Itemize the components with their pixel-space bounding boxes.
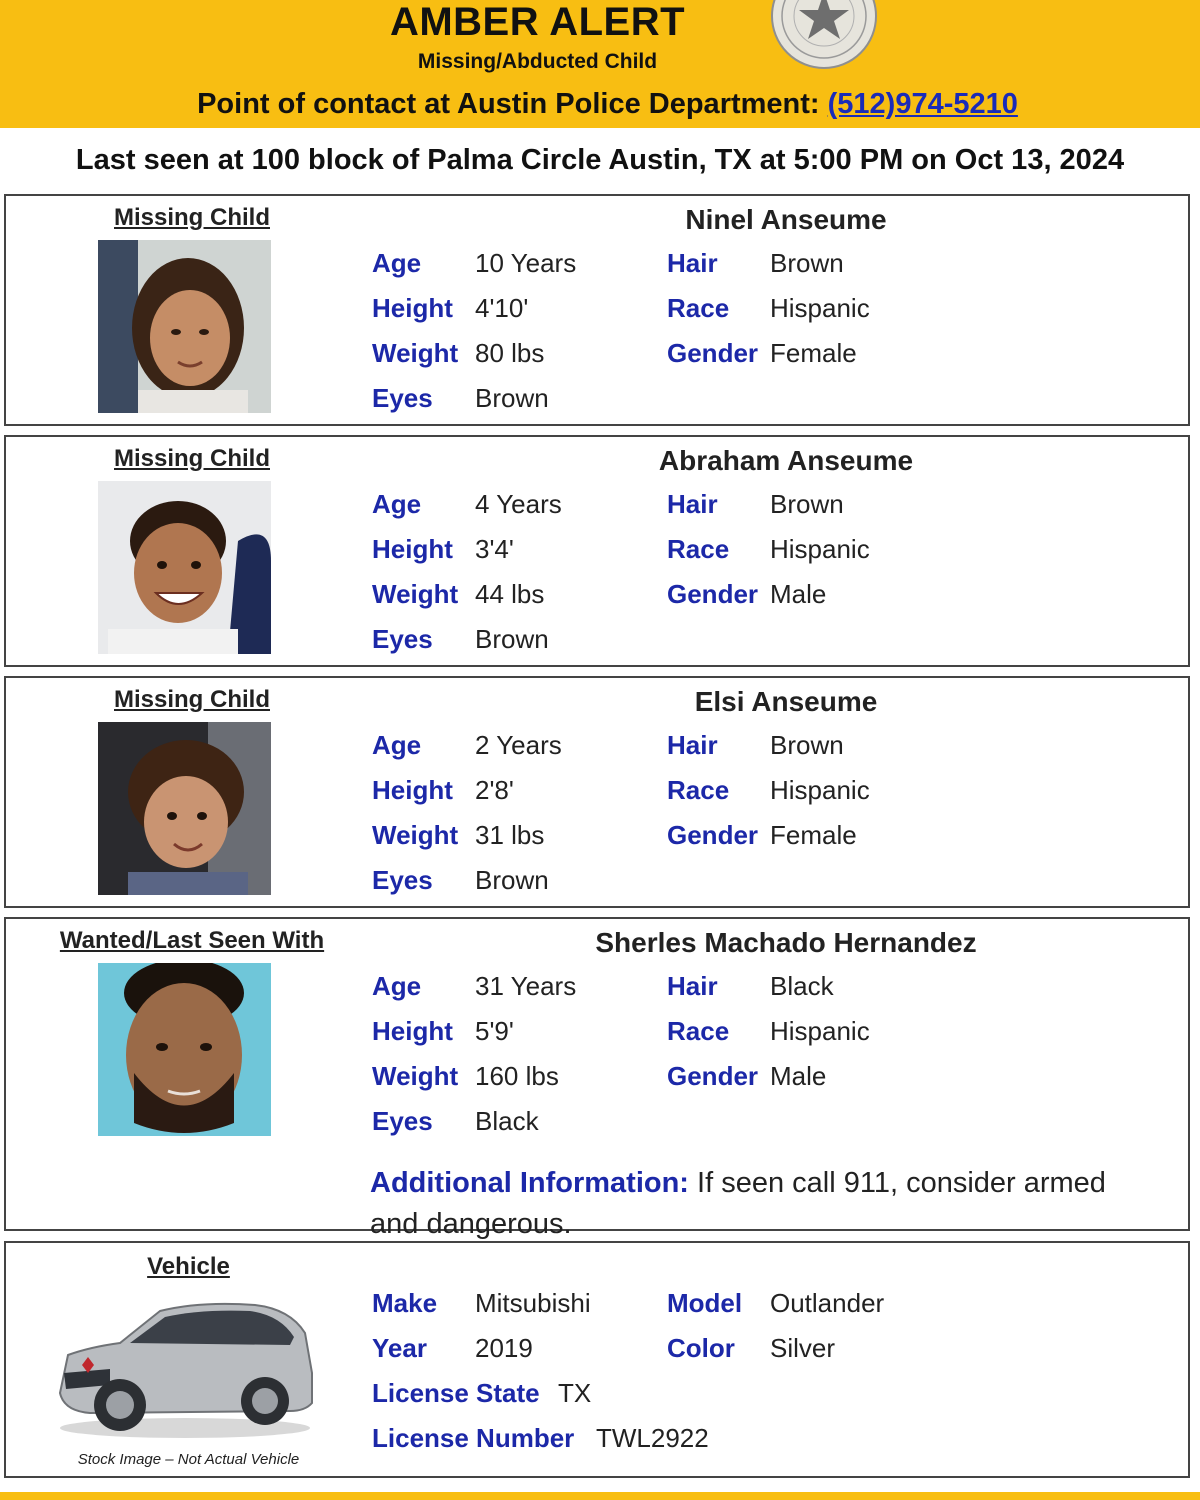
eyes-label: Eyes — [372, 865, 433, 895]
vehicle-stock-image — [50, 1293, 320, 1443]
role-label: Wanted/Last Seen With — [59, 927, 325, 954]
hair-value: Brown — [770, 489, 844, 519]
age-value: 2 Years — [475, 730, 562, 760]
license-state-value: TX — [558, 1378, 592, 1408]
race-label: Race — [667, 293, 730, 323]
age-value: 10 Years — [475, 248, 577, 278]
gender-label: Gender — [667, 1061, 759, 1091]
child-photo — [98, 722, 271, 895]
year-value: 2019 — [475, 1333, 533, 1363]
license-number-value: TWL2922 — [596, 1423, 709, 1453]
hair-label: Hair — [667, 248, 718, 278]
model-value: Outlander — [770, 1288, 885, 1318]
eyes-label: Eyes — [372, 624, 433, 654]
person-name: Abraham Anseume — [658, 445, 914, 476]
gender-label: Gender — [667, 338, 759, 368]
age-label: Age — [372, 489, 422, 519]
role-label: Missing Child — [114, 445, 270, 472]
child-photo — [98, 481, 271, 654]
age-label: Age — [372, 730, 422, 760]
race-label: Race — [667, 1016, 730, 1046]
make-label: Make — [372, 1288, 438, 1318]
weight-value: 44 lbs — [475, 579, 545, 609]
height-value: 3'4' — [475, 534, 514, 564]
person-name: Sherles Machado Hernandez — [595, 927, 977, 958]
alert-title: AMBER ALERT — [389, 0, 686, 44]
vehicle-card — [4, 1241, 1190, 1478]
footer-bar — [0, 1492, 1200, 1500]
color-label: Color — [667, 1333, 735, 1363]
height-value: 2'8' — [475, 775, 514, 805]
age-label: Age — [372, 248, 422, 278]
age-value: 31 Years — [475, 971, 577, 1001]
height-label: Height — [372, 775, 453, 805]
hair-value: Black — [770, 971, 834, 1001]
suspect-card — [4, 917, 1190, 1240]
weight-value: 31 lbs — [475, 820, 545, 850]
alert-subtitle: Missing/Abducted Child — [417, 50, 658, 73]
height-label: Height — [372, 534, 453, 564]
eyes-value: Black — [475, 1106, 539, 1136]
person-name: Ninel Anseume — [685, 204, 887, 235]
eyes-value: Brown — [475, 624, 549, 654]
weight-label: Weight — [372, 820, 459, 850]
role-label: Missing Child — [114, 686, 270, 713]
eyes-label: Eyes — [372, 383, 433, 413]
height-value: 4'10' — [475, 293, 529, 323]
weight-value: 80 lbs — [475, 338, 545, 368]
age-value: 4 Years — [475, 489, 562, 519]
contact-line — [0, 88, 1200, 121]
gender-value: Female — [770, 820, 857, 850]
hair-label: Hair — [667, 971, 718, 1001]
hair-label: Hair — [667, 730, 718, 760]
gender-label: Gender — [667, 820, 759, 850]
vehicle-section-label: Vehicle — [147, 1253, 230, 1280]
weight-label: Weight — [372, 1061, 459, 1091]
stock-image-note: Stock Image – Not Actual Vehicle — [77, 1451, 300, 1468]
height-label: Height — [372, 1016, 453, 1046]
race-value: Hispanic — [770, 534, 870, 564]
person-card — [4, 676, 1190, 908]
gender-value: Male — [770, 1061, 827, 1091]
eyes-value: Brown — [475, 865, 549, 895]
weight-value: 160 lbs — [475, 1061, 559, 1091]
race-value: Hispanic — [770, 1016, 870, 1046]
hair-value: Brown — [770, 730, 844, 760]
role-label: Missing Child — [114, 204, 270, 231]
gender-value: Male — [770, 579, 827, 609]
license-state-label: License State — [372, 1378, 540, 1408]
model-label: Model — [667, 1288, 743, 1318]
license-number-label: License Number — [372, 1423, 575, 1453]
race-label: Race — [667, 775, 730, 805]
height-label: Height — [372, 293, 453, 323]
hair-label: Hair — [667, 489, 718, 519]
contact-phone-link[interactable]: (512)974-5210 — [827, 88, 1018, 120]
additional-information-text: If seen call 911, consider armed and dangerous. — [370, 1167, 1106, 1240]
race-value: Hispanic — [770, 293, 870, 323]
hair-value: Brown — [770, 248, 844, 278]
additional-information — [370, 1163, 1150, 1245]
race-label: Race — [667, 534, 730, 564]
additional-information-label: Additional Information: — [370, 1167, 689, 1199]
color-value: Silver — [770, 1333, 836, 1363]
weight-label: Weight — [372, 338, 459, 368]
contact-label: Point of contact at Austin Police Department: — [197, 88, 820, 120]
eyes-value: Brown — [475, 383, 549, 413]
person-card — [4, 435, 1190, 667]
person-card — [4, 194, 1190, 426]
texas-seal-logo — [770, 0, 878, 70]
eyes-label: Eyes — [372, 1106, 433, 1136]
gender-label: Gender — [667, 579, 759, 609]
make-value: Mitsubishi — [475, 1288, 591, 1318]
person-name: Elsi Anseume — [694, 686, 878, 717]
gender-value: Female — [770, 338, 857, 368]
weight-label: Weight — [372, 579, 459, 609]
suspect-photo — [98, 963, 271, 1136]
age-label: Age — [372, 971, 422, 1001]
race-value: Hispanic — [770, 775, 870, 805]
child-photo — [98, 240, 271, 413]
alert-header — [0, 0, 1200, 128]
height-value: 5'9' — [475, 1016, 514, 1046]
year-label: Year — [372, 1333, 427, 1363]
last-seen-statement: Last seen at 100 block of Palma Circle Austin, TX at 5:00 PM on Oct 13, 2024 — [75, 144, 1125, 176]
